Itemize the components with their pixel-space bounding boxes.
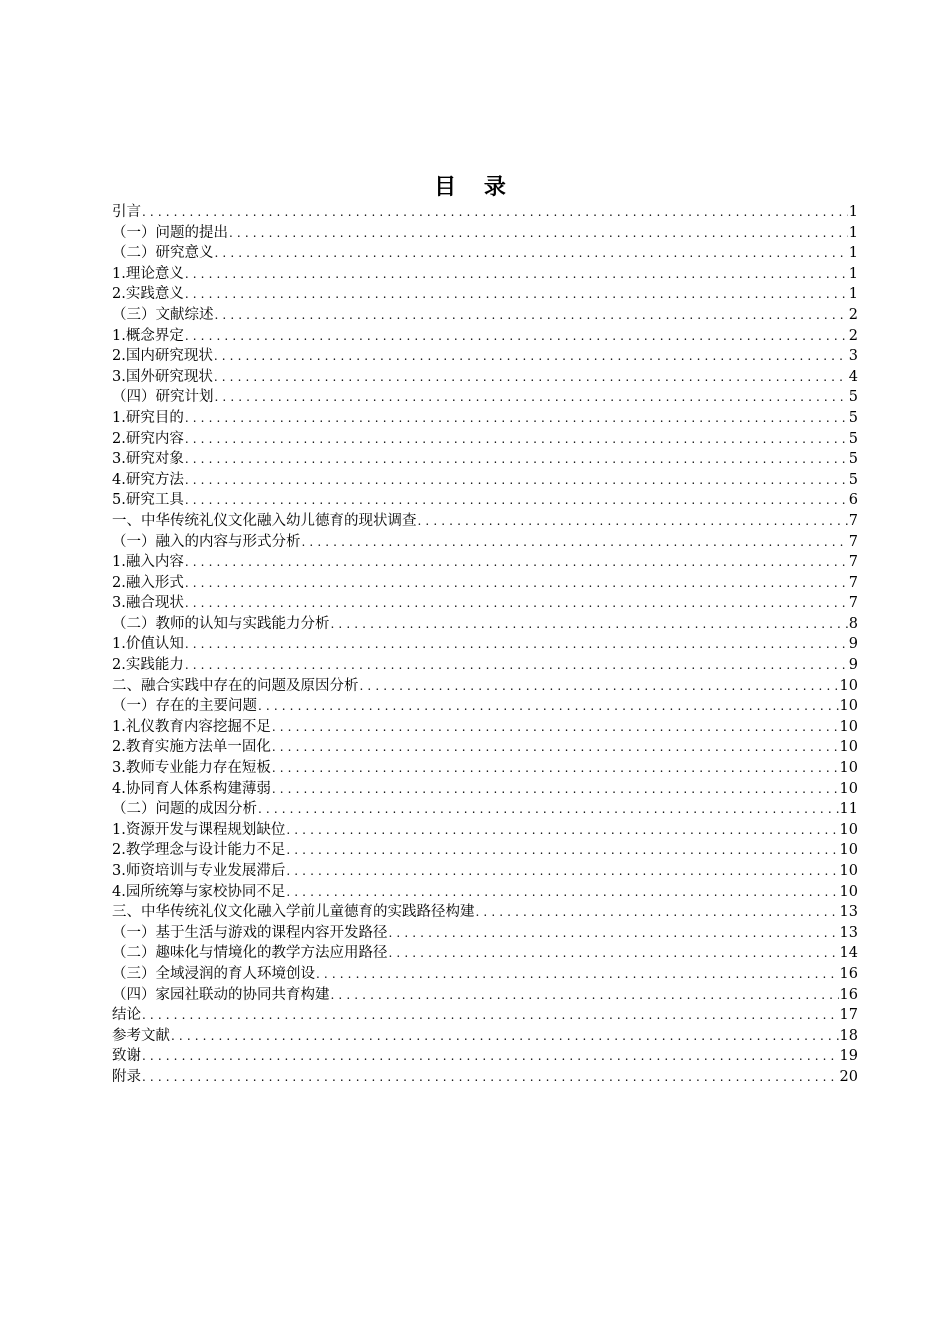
toc-entry-label: （二）问题的成因分析 <box>112 801 257 818</box>
toc-entry-label: 3.融合现状 <box>112 595 184 612</box>
toc-leader-dots <box>286 840 838 861</box>
toc-entry[interactable] <box>112 511 858 532</box>
toc-entry-label: 1.价值认知 <box>112 636 184 653</box>
toc-entry-label: 3.师资培训与专业发展滞后 <box>112 863 286 879</box>
toc-entry[interactable] <box>112 882 858 903</box>
toc-leader-dots <box>185 264 848 285</box>
toc-entry-page-number: 16 <box>839 986 858 1003</box>
toc-leader-dots <box>142 1046 839 1067</box>
toc-entry-page-number: 10 <box>839 698 858 715</box>
toc-entry-label: 结论 <box>112 1007 141 1024</box>
toc-leader-dots <box>418 511 848 532</box>
toc-entry-label: 一、中华传统礼仪文化融入幼儿德育的现状调查 <box>112 512 417 529</box>
toc-entry[interactable] <box>112 737 858 758</box>
toc-entry-label: 致谢 <box>112 1048 141 1065</box>
toc-entry-label: 1.融入内容 <box>112 554 184 571</box>
toc-leader-dots <box>302 532 848 553</box>
toc-leader-dots <box>185 634 848 655</box>
toc-entry-page-number: 1 <box>848 286 858 303</box>
toc-leader-dots <box>286 820 838 841</box>
toc-entry[interactable] <box>112 223 858 244</box>
toc-entry[interactable] <box>112 1005 858 1026</box>
toc-entry-label: （一）问题的提出 <box>112 224 228 241</box>
toc-entry-page-number: 7 <box>848 595 858 612</box>
toc-entry[interactable] <box>112 758 858 779</box>
toc-entry[interactable] <box>112 964 858 985</box>
toc-leader-dots <box>185 449 848 470</box>
toc-entry[interactable] <box>112 408 858 429</box>
toc-entry-page-number: 10 <box>839 821 858 838</box>
toc-entry-page-number: 20 <box>839 1068 858 1085</box>
toc-leader-dots <box>185 470 848 491</box>
toc-entry-page-number: 10 <box>839 863 858 879</box>
toc-entry-label: （二）研究意义 <box>112 245 214 262</box>
toc-entry-page-number: 8 <box>848 615 858 632</box>
toc-entry[interactable] <box>112 593 858 614</box>
toc-leader-dots <box>286 861 838 882</box>
toc-leader-dots <box>215 305 848 326</box>
toc-entry[interactable] <box>112 840 858 861</box>
toc-entry[interactable] <box>112 614 858 635</box>
toc-leader-dots <box>258 696 839 717</box>
toc-entry-page-number: 2 <box>848 306 858 323</box>
toc-entry[interactable] <box>112 1046 858 1067</box>
toc-leader-dots <box>185 326 848 347</box>
toc-entry-page-number: 10 <box>839 780 858 797</box>
toc-entry[interactable] <box>112 449 858 470</box>
toc-list <box>112 202 858 1088</box>
toc-entry-page-number: 13 <box>839 924 858 941</box>
toc-entry-page-number: 17 <box>839 1007 858 1024</box>
toc-leader-dots <box>171 1026 839 1047</box>
toc-title: 目 录 <box>434 175 516 200</box>
toc-leader-dots <box>215 243 848 264</box>
toc-entry[interactable] <box>112 202 858 223</box>
toc-leader-dots <box>476 902 839 923</box>
toc-leader-dots <box>185 573 848 594</box>
toc-entry[interactable] <box>112 1067 858 1088</box>
toc-entry[interactable] <box>112 696 858 717</box>
toc-entry[interactable] <box>112 429 858 450</box>
toc-leader-dots <box>215 387 848 408</box>
toc-entry-label: （三）文献综述 <box>112 306 214 323</box>
toc-entry-label: （一）存在的主要问题 <box>112 698 257 715</box>
toc-leader-dots <box>272 717 839 738</box>
toc-entry-page-number: 19 <box>839 1048 858 1065</box>
toc-entry[interactable] <box>112 284 858 305</box>
toc-entry-page-number: 5 <box>848 451 858 468</box>
toc-leader-dots <box>272 758 839 779</box>
toc-leader-dots <box>272 737 839 758</box>
toc-entry[interactable] <box>112 634 858 655</box>
toc-entry-label: 2.教育实施方法单一固化 <box>112 739 271 756</box>
toc-entry[interactable] <box>112 985 858 1006</box>
toc-entry-page-number: 1 <box>848 224 858 241</box>
toc-entry-page-number: 11 <box>839 801 858 818</box>
toc-entry-page-number: 5 <box>848 409 858 426</box>
toc-entry-page-number: 16 <box>839 965 858 982</box>
toc-entry[interactable] <box>112 779 858 800</box>
toc-entry[interactable] <box>112 264 858 285</box>
toc-entry-page-number: 1 <box>848 204 858 220</box>
toc-entry-page-number: 9 <box>848 636 858 653</box>
toc-entry-page-number: 7 <box>848 574 858 591</box>
toc-entry[interactable] <box>112 676 858 697</box>
toc-leader-dots <box>331 985 839 1006</box>
toc-leader-dots <box>185 284 848 305</box>
toc-entry-label: （四）研究计划 <box>112 389 214 406</box>
toc-entry-label: （四）家园社联动的协同共育构建 <box>112 986 330 1003</box>
toc-entry-label: 1.理论意义 <box>112 265 184 282</box>
toc-leader-dots <box>185 490 848 511</box>
toc-leader-dots <box>185 429 848 450</box>
toc-entry-label: 1.概念界定 <box>112 327 184 344</box>
toc-entry-label: 2.国内研究现状 <box>112 348 213 365</box>
toc-entry-page-number: 10 <box>839 718 858 735</box>
toc-entry-page-number: 10 <box>839 883 858 900</box>
toc-leader-dots <box>142 202 848 223</box>
toc-leader-dots <box>316 964 839 985</box>
toc-entry[interactable] <box>112 470 858 491</box>
toc-leader-dots <box>185 593 848 614</box>
toc-entry-page-number: 9 <box>848 657 858 674</box>
toc-entry-page-number: 2 <box>848 327 858 344</box>
toc-entry[interactable] <box>112 532 858 553</box>
toc-leader-dots <box>272 779 839 800</box>
toc-entry-label: 2.教学理念与设计能力不足 <box>112 842 286 859</box>
toc-entry-page-number: 1 <box>848 265 858 282</box>
toc-entry[interactable] <box>112 367 858 388</box>
toc-entry[interactable] <box>112 387 858 408</box>
toc-entry-page-number: 4 <box>848 368 858 385</box>
toc-leader-dots <box>185 408 848 429</box>
toc-leader-dots <box>214 346 848 367</box>
toc-entry[interactable] <box>112 346 858 367</box>
toc-entry-page-number: 7 <box>848 554 858 571</box>
toc-leader-dots <box>258 799 839 820</box>
toc-entry-page-number: 5 <box>848 389 858 406</box>
toc-entry-label: 3.研究对象 <box>112 451 184 468</box>
toc-entry-label: 1.礼仪教育内容挖掘不足 <box>112 718 271 735</box>
toc-entry-label: 3.国外研究现状 <box>112 368 213 385</box>
toc-leader-dots <box>389 923 839 944</box>
toc-entry-label: （二）趣味化与情境化的教学方法应用路径 <box>112 945 388 962</box>
toc-entry-page-number: 10 <box>839 842 858 859</box>
toc-leader-dots <box>286 882 838 903</box>
toc-entry-label: 4.研究方法 <box>112 471 184 488</box>
toc-leader-dots <box>142 1005 839 1026</box>
toc-entry-label: 2.融入形式 <box>112 574 184 591</box>
toc-entry-label: 1.资源开发与课程规划缺位 <box>112 821 286 838</box>
toc-entry[interactable] <box>112 243 858 264</box>
toc-entry-label: 附录 <box>112 1068 141 1085</box>
toc-entry-label: 1.研究目的 <box>112 409 184 426</box>
toc-entry-page-number: 1 <box>848 245 858 262</box>
toc-entry[interactable] <box>112 305 858 326</box>
toc-entry-label: 4.协同育人体系构建薄弱 <box>112 780 271 797</box>
toc-leader-dots <box>229 223 848 244</box>
toc-entry-page-number: 10 <box>839 677 858 694</box>
toc-leader-dots <box>360 676 839 697</box>
toc-entry-page-number: 7 <box>848 512 858 529</box>
toc-entry-page-number: 18 <box>839 1027 858 1044</box>
toc-entry[interactable] <box>112 820 858 841</box>
toc-entry[interactable] <box>112 1026 858 1047</box>
toc-leader-dots <box>185 655 848 676</box>
toc-entry[interactable] <box>112 902 858 923</box>
toc-entry-label: 2.实践能力 <box>112 657 184 674</box>
toc-entry[interactable] <box>112 861 858 882</box>
toc-entry-page-number: 13 <box>839 904 858 921</box>
toc-entry[interactable] <box>112 799 858 820</box>
toc-entry-label: 3.教师专业能力存在短板 <box>112 760 271 777</box>
toc-entry[interactable] <box>112 943 858 964</box>
toc-entry-page-number: 5 <box>848 430 858 447</box>
toc-leader-dots <box>389 943 839 964</box>
toc-entry-label: 引言 <box>112 204 141 220</box>
toc-entry[interactable] <box>112 552 858 573</box>
toc-entry-page-number: 6 <box>848 492 858 509</box>
toc-entry-label: （二）教师的认知与实践能力分析 <box>112 615 330 632</box>
toc-leader-dots <box>142 1067 839 1088</box>
toc-entry-label: 4.园所统筹与家校协同不足 <box>112 883 286 900</box>
toc-leader-dots <box>185 552 848 573</box>
toc-entry-page-number: 10 <box>839 760 858 777</box>
toc-entry[interactable] <box>112 326 858 347</box>
toc-entry-page-number: 14 <box>839 945 858 962</box>
toc-entry[interactable] <box>112 923 858 944</box>
toc-entry-page-number: 3 <box>848 348 858 365</box>
toc-entry-label: 2.实践意义 <box>112 286 184 303</box>
toc-entry-page-number: 5 <box>848 471 858 488</box>
toc-entry-label: 5.研究工具 <box>112 492 184 509</box>
toc-leader-dots <box>214 367 848 388</box>
toc-entry[interactable] <box>112 490 858 511</box>
toc-entry[interactable] <box>112 655 858 676</box>
toc-entry-label: 2.研究内容 <box>112 430 184 447</box>
toc-entry[interactable] <box>112 573 858 594</box>
toc-entry-label: 二、融合实践中存在的问题及原因分析 <box>112 677 359 694</box>
toc-entry-page-number: 7 <box>848 533 858 550</box>
toc-entry-label: 参考文献 <box>112 1027 170 1044</box>
toc-entry-page-number: 10 <box>839 739 858 756</box>
toc-entry[interactable] <box>112 717 858 738</box>
toc-entry-label: （一）基于生活与游戏的课程内容开发路径 <box>112 924 388 941</box>
toc-entry-label: 三、中华传统礼仪文化融入学前儿童德育的实践路径构建 <box>112 904 475 921</box>
toc-entry-label: （一）融入的内容与形式分析 <box>112 533 301 550</box>
toc-leader-dots <box>331 614 848 635</box>
toc-entry-label: （三）全域浸润的育人环境创设 <box>112 965 315 982</box>
